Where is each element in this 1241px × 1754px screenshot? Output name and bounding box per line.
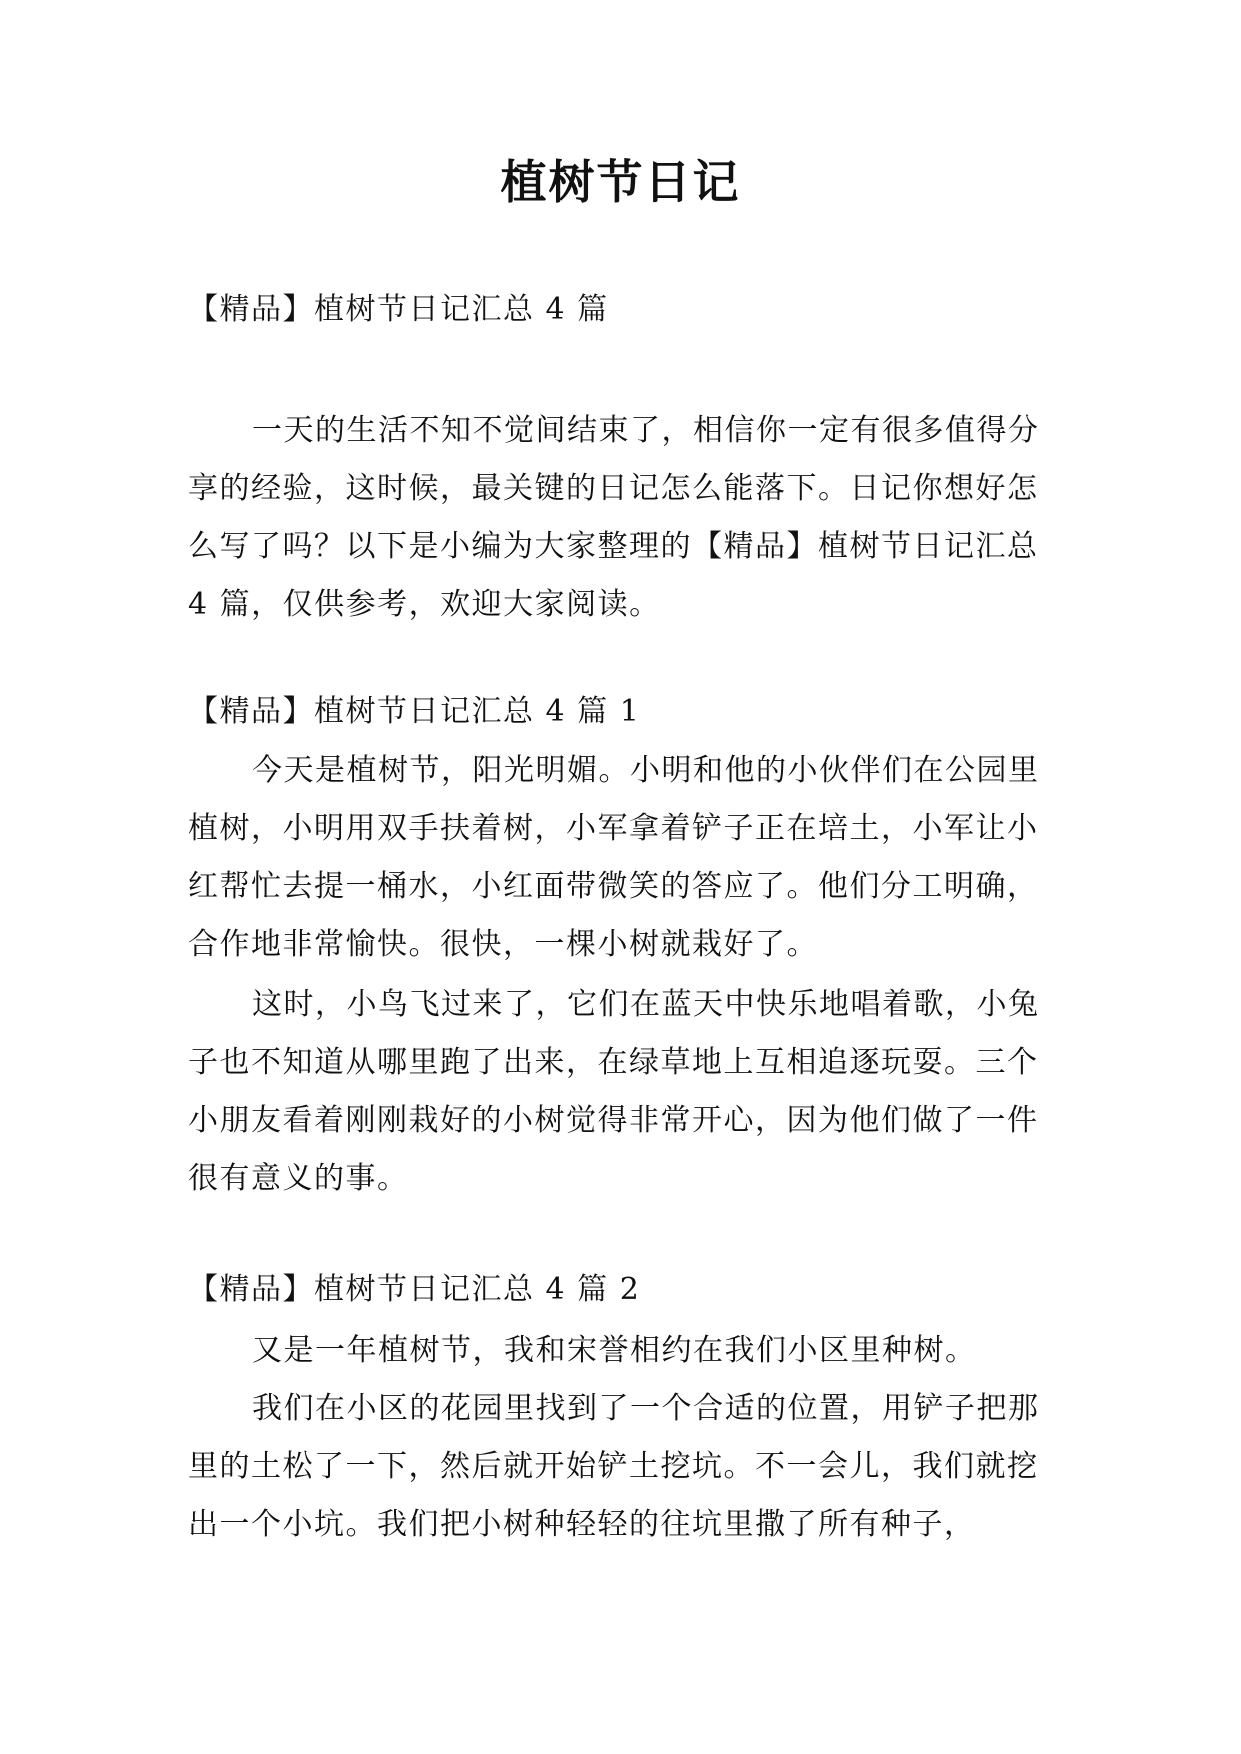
- intro-paragraph: 一天的生活不知不觉间结束了，相信你一定有很多值得分享的经验，这时候，最关键的日记怎么能落下。日记你想好怎么写了吗？以下是小编为大家整理的【精品】植树节日记汇总 4 篇，仅供参考，欢迎大家阅读。: [188, 413, 1040, 622]
- document-title: 植树节日记: [500, 155, 741, 209]
- section-2-paragraph-2: 我们在小区的花园里找到了一个合适的位置，用铲子把那里的土松了一下，然后就开始铲土挖坑。不一会儿，我们就挖出一个小坑。我们把小树种轻轻的往坑里撒了所有种子，: [188, 1391, 1040, 1542]
- intro-heading: 【精品】植树节日记汇总 4 篇: [188, 292, 609, 327]
- section-1-heading: 【精品】植树节日记汇总 4 篇 1: [188, 694, 641, 729]
- section-2-paragraph-1: 又是一年植树节，我和宋誉相约在我们小区里种树。: [252, 1333, 977, 1368]
- section-1-paragraph-2: 这时，小鸟飞过来了，它们在蓝天中快乐地唱着歌，小兔子也不知道从哪里跑了出来，在绿草地上互相追逐玩耍。三个小朋友看着刚刚栽好的小树觉得非常开心，因为他们做了一件很有意义的事。: [188, 987, 1040, 1196]
- section-2-heading: 【精品】植树节日记汇总 4 篇 2: [188, 1272, 641, 1307]
- section-1-paragraph-1: 今天是植树节，阳光明媚。小明和他的小伙伴们在公园里植树，小明用双手扶着树，小军拿着铲子正在培土，小军让小红帮忙去提一桶水，小红面带微笑的答应了。他们分工明确，合作地非常愉快。很快，一棵小树就栽好了。: [188, 753, 1040, 962]
